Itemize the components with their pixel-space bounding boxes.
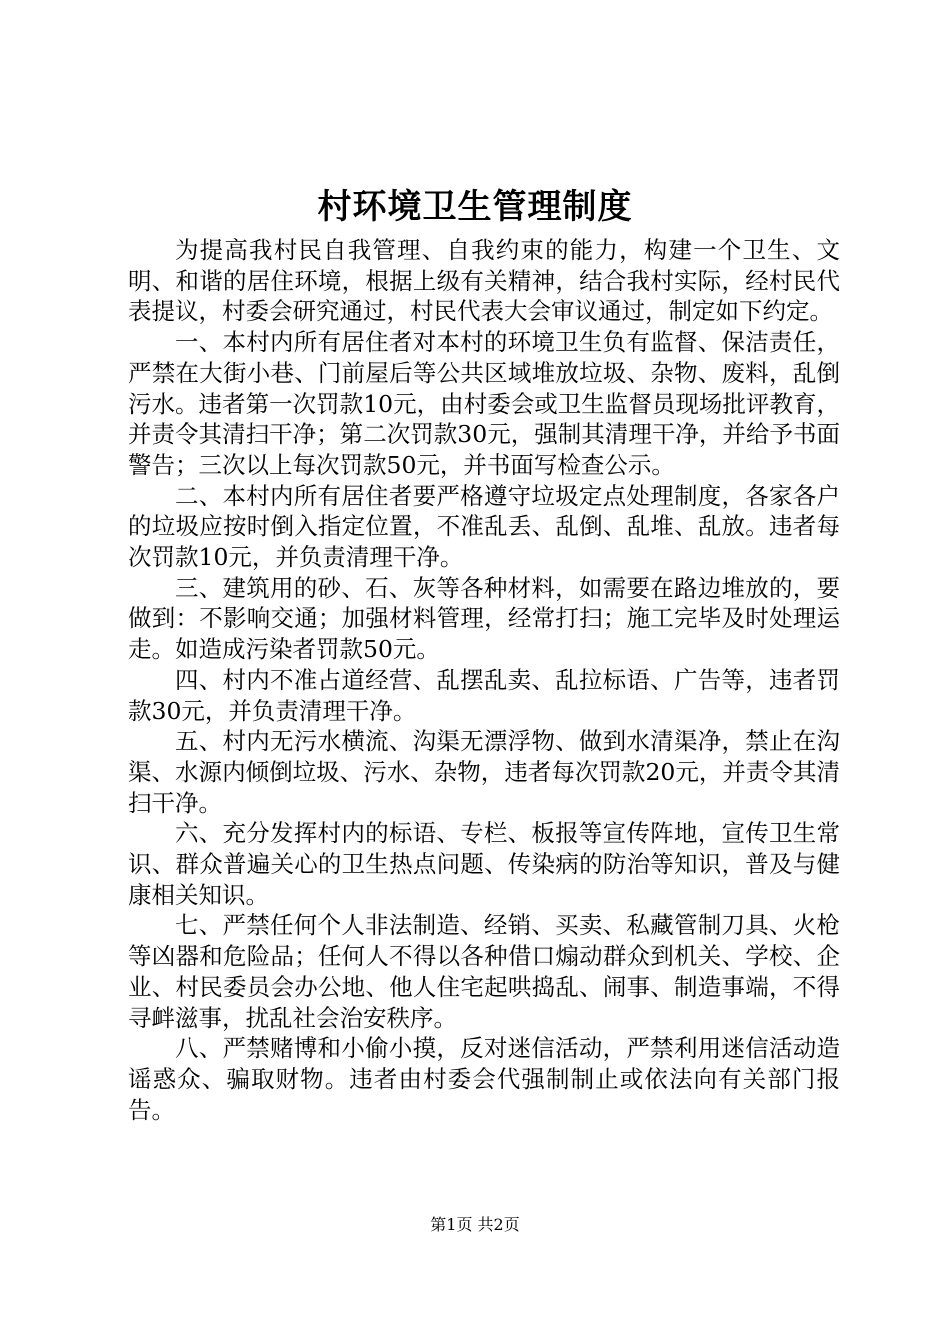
rule-paragraph-2: 二、本村内所有居住者要严格遵守垃圾定点处理制度，各家各户的垃圾应按时倒入指定位置，不准乱丢、乱倒、乱堆、乱放。违者每次罚款10元，并负责清理干净。: [128, 481, 840, 572]
rule-paragraph-3: 三、建筑用的砂、石、灰等各种材料，如需要在路边堆放的，要做到：不影响交通；加强材料管理，经常打扫；施工完毕及时处理运走。如造成污染者罚款50元。: [128, 573, 840, 664]
rule-paragraph-8: 八、严禁赌博和小偷小摸，反对迷信活动，严禁利用迷信活动造谣惑众、骗取财物。违者由村委会代强制制止或依法向有关部门报告。: [128, 1034, 840, 1124]
rule-paragraph-7: 七、严禁任何个人非法制造、经销、买卖、私藏管制刀具、火枪等凶器和危险品；任何人不得以各种借口煽动群众到机关、学校、企业、村民委员会办公地、他人住宅起哄捣乱、闹事、制造事端，不得寻衅滋事，扰乱社会治安秩序。: [128, 911, 840, 1032]
document-body: [128, 235, 840, 1125]
rule-paragraph-6: 六、充分发挥村内的标语、专栏、板报等宣传阵地，宣传卫生常识、群众普遍关心的卫生热点问题、传染病的防治等知识，普及与健康相关知识。: [128, 819, 840, 909]
page-number-footer: 第1页 共2页: [430, 1215, 520, 1234]
rule-paragraph-4: 四、村内不准占道经营、乱摆乱卖、乱拉标语、广告等，违者罚款30元，并负责清理干净。: [128, 665, 840, 725]
intro-paragraph: 为提高我村民自我管理、自我约束的能力，构建一个卫生、文明、和谐的居住环境，根据上级有关精神，结合我村实际，经村民代表提议，村委会研究通过，村民代表大会审议通过，制定如下约定。: [128, 236, 840, 326]
rule-paragraph-1: 一、本村内所有居住者对本村的环境卫生负有监督、保洁责任，严禁在大街小巷、门前屋后等公共区域堆放垃圾、杂物、废料，乱倒污水。违者第一次罚款10元，由村委会或卫生监督员现场批评教育，并责令其清扫干净；第二次罚款30元，强制其清理干净，并给予书面警告；三次以上每次罚款50元，并书面写检查公示。: [128, 328, 840, 479]
document-title: 村环境卫生管理制度: [317, 187, 633, 227]
rule-paragraph-5: 五、村内无污水横流、沟渠无漂浮物、做到水清渠净，禁止在沟渠、水源内倾倒垃圾、污水、杂物，违者每次罚款20元，并责令其清扫干净。: [128, 727, 840, 817]
